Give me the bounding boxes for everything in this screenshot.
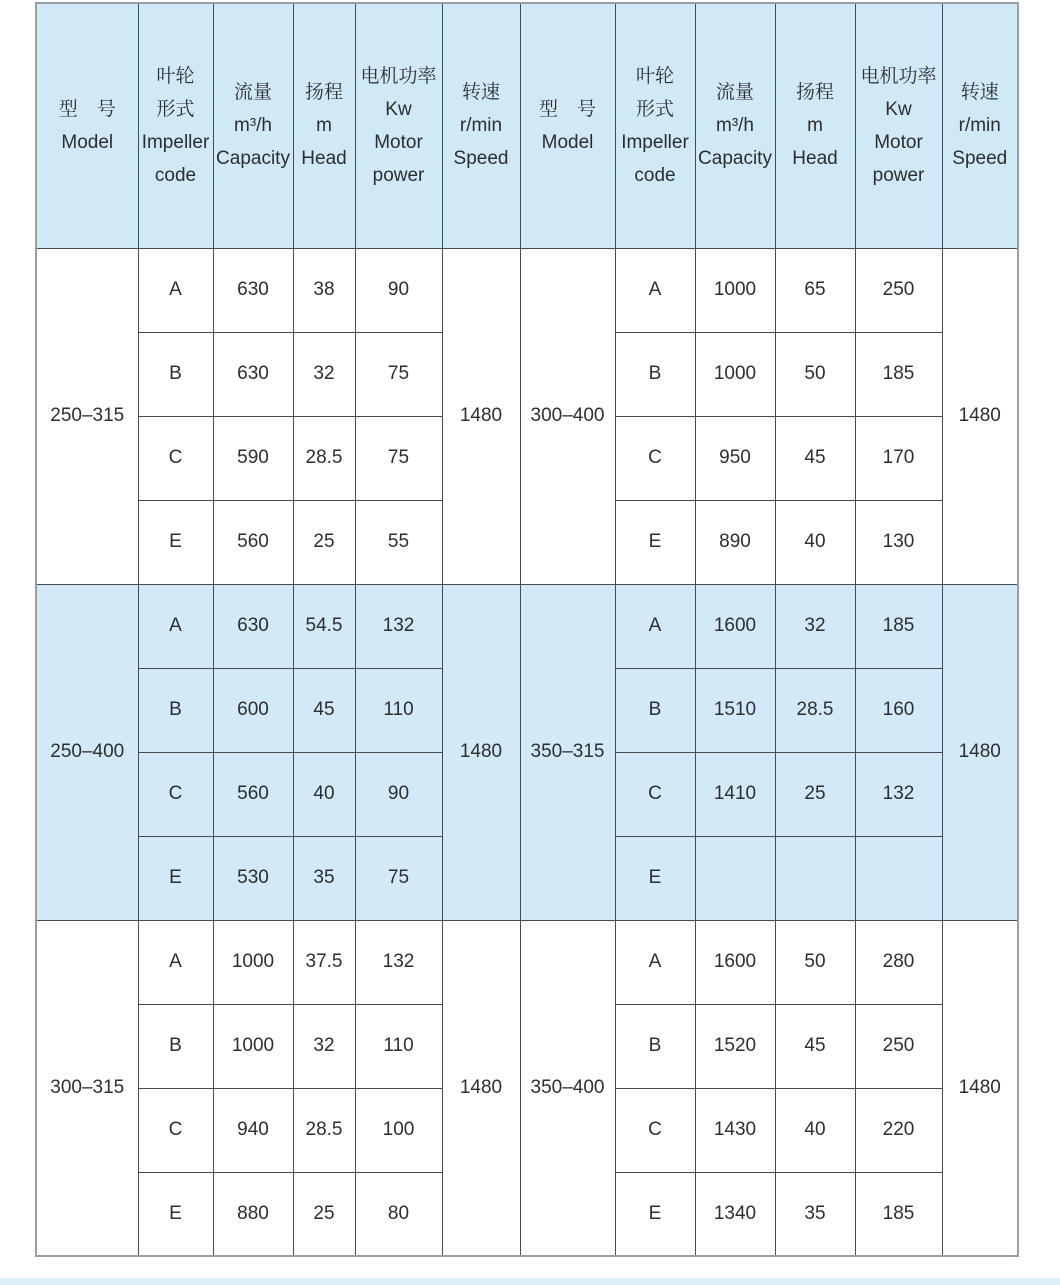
impeller-code-cell: E <box>138 1172 213 1256</box>
header-model-zh: 型 号 <box>538 98 596 120</box>
head-cell: 45 <box>293 668 355 752</box>
header-capacity-zh: 流量 <box>715 82 754 104</box>
header-speed-en: Speed <box>453 148 509 170</box>
header-row <box>36 3 1018 248</box>
power-cell: 132 <box>855 752 942 836</box>
impeller-code-cell: C <box>138 752 213 836</box>
impeller-code-cell: C <box>138 416 213 500</box>
header-model-zh: 型 号 <box>58 98 116 120</box>
header-speed-unit: r/min <box>459 115 503 137</box>
table-row <box>36 584 1018 668</box>
capacity-cell: 1600 <box>695 584 775 668</box>
header-power-unit: Kw <box>885 98 912 120</box>
speed-cell: 1480 <box>442 920 520 1256</box>
head-cell: 45 <box>775 416 855 500</box>
capacity-cell: 1430 <box>695 1088 775 1172</box>
capacity-cell: 630 <box>213 332 293 416</box>
impeller-code-cell: A <box>615 920 695 1004</box>
power-cell: 55 <box>355 500 442 584</box>
capacity-cell: 530 <box>213 836 293 920</box>
bottom-accent-strip <box>0 1278 1060 1285</box>
capacity-cell: 940 <box>213 1088 293 1172</box>
power-cell: 185 <box>855 1172 942 1256</box>
head-cell: 50 <box>775 332 855 416</box>
impeller-code-cell: A <box>138 248 213 332</box>
capacity-cell: 1000 <box>695 332 775 416</box>
header-power-unit: Kw <box>385 98 412 120</box>
capacity-cell: 880 <box>213 1172 293 1256</box>
header-power-left <box>355 3 442 248</box>
impeller-code-cell: B <box>615 668 695 752</box>
capacity-cell: 600 <box>213 668 293 752</box>
head-cell: 37.5 <box>293 920 355 1004</box>
header-speed-en: Speed <box>952 148 1008 170</box>
power-cell <box>855 836 942 920</box>
impeller-code-cell: A <box>615 584 695 668</box>
impeller-code-cell: C <box>615 1088 695 1172</box>
head-cell: 40 <box>775 1088 855 1172</box>
power-cell: 100 <box>355 1088 442 1172</box>
model-cell: 300–400 <box>520 248 615 584</box>
power-cell: 75 <box>355 416 442 500</box>
header-capacity-unit: m³/h <box>716 115 754 137</box>
header-head-unit: m <box>807 115 823 137</box>
impeller-code-cell: C <box>615 416 695 500</box>
table-row <box>36 920 1018 1004</box>
header-impeller-en2: code <box>154 164 197 186</box>
header-capacity-left <box>213 3 293 248</box>
header-impeller-zh2: 形式 <box>156 98 195 120</box>
impeller-code-cell: B <box>138 1004 213 1088</box>
head-cell: 32 <box>775 584 855 668</box>
capacity-cell: 1520 <box>695 1004 775 1088</box>
power-cell: 75 <box>355 332 442 416</box>
power-cell: 110 <box>355 1004 442 1088</box>
power-cell: 90 <box>355 248 442 332</box>
impeller-code-cell: B <box>138 668 213 752</box>
impeller-code-cell: A <box>138 920 213 1004</box>
head-cell: 28.5 <box>775 668 855 752</box>
speed-cell: 1480 <box>442 584 520 920</box>
head-cell: 35 <box>293 836 355 920</box>
header-model-en: Model <box>541 131 594 153</box>
power-cell: 170 <box>855 416 942 500</box>
capacity-cell: 1000 <box>213 1004 293 1088</box>
model-cell: 350–315 <box>520 584 615 920</box>
header-power-en1: Motor <box>374 131 423 153</box>
header-impeller-zh1: 叶轮 <box>156 65 195 87</box>
head-cell: 25 <box>293 1172 355 1256</box>
power-cell: 130 <box>855 500 942 584</box>
head-cell: 28.5 <box>293 416 355 500</box>
header-power-en1: Motor <box>874 131 923 153</box>
header-capacity-unit: m³/h <box>234 115 272 137</box>
table-row <box>36 248 1018 332</box>
head-cell: 38 <box>293 248 355 332</box>
impeller-code-cell: A <box>615 248 695 332</box>
capacity-cell: 1340 <box>695 1172 775 1256</box>
power-cell: 280 <box>855 920 942 1004</box>
header-head-zh: 扬程 <box>795 82 834 104</box>
header-head-en: Head <box>301 148 347 170</box>
header-speed-zh: 转速 <box>960 82 999 104</box>
power-cell: 185 <box>855 332 942 416</box>
impeller-code-cell: C <box>138 1088 213 1172</box>
model-cell: 350–400 <box>520 920 615 1256</box>
head-cell: 25 <box>293 500 355 584</box>
impeller-code-cell: A <box>138 584 213 668</box>
model-cell: 250–400 <box>36 584 138 920</box>
capacity-cell <box>695 836 775 920</box>
header-head-en: Head <box>792 148 838 170</box>
power-cell: 250 <box>855 248 942 332</box>
capacity-cell: 1000 <box>695 248 775 332</box>
power-cell: 90 <box>355 752 442 836</box>
header-power-en2: power <box>372 164 425 186</box>
header-head-left <box>293 3 355 248</box>
head-cell: 32 <box>293 332 355 416</box>
header-impeller-zh2: 形式 <box>635 98 674 120</box>
capacity-cell: 1000 <box>213 920 293 1004</box>
header-speed-left <box>442 3 520 248</box>
header-capacity-en: Capacity <box>698 148 772 170</box>
header-impeller-left <box>138 3 213 248</box>
capacity-cell: 1410 <box>695 752 775 836</box>
head-cell: 54.5 <box>293 584 355 668</box>
capacity-cell: 590 <box>213 416 293 500</box>
impeller-code-cell: E <box>138 500 213 584</box>
impeller-code-cell: B <box>615 1004 695 1088</box>
header-power-right <box>855 3 942 248</box>
model-cell: 250–315 <box>36 248 138 584</box>
impeller-code-cell: C <box>615 752 695 836</box>
capacity-cell: 1600 <box>695 920 775 1004</box>
impeller-code-cell: E <box>138 836 213 920</box>
header-speed-right <box>942 3 1018 248</box>
power-cell: 132 <box>355 920 442 1004</box>
header-capacity-en: Capacity <box>216 148 290 170</box>
head-cell: 25 <box>775 752 855 836</box>
capacity-cell: 950 <box>695 416 775 500</box>
header-head-zh: 扬程 <box>304 82 343 104</box>
power-cell: 185 <box>855 584 942 668</box>
speed-cell: 1480 <box>942 920 1018 1256</box>
pump-spec-table <box>35 2 1019 1257</box>
head-cell: 28.5 <box>293 1088 355 1172</box>
header-power-en2: power <box>872 164 925 186</box>
power-cell: 160 <box>855 668 942 752</box>
power-cell: 80 <box>355 1172 442 1256</box>
head-cell: 65 <box>775 248 855 332</box>
capacity-cell: 560 <box>213 500 293 584</box>
header-impeller-right <box>615 3 695 248</box>
impeller-code-cell: B <box>615 332 695 416</box>
power-cell: 75 <box>355 836 442 920</box>
capacity-cell: 630 <box>213 248 293 332</box>
header-head-right <box>775 3 855 248</box>
head-cell: 32 <box>293 1004 355 1088</box>
capacity-cell: 560 <box>213 752 293 836</box>
header-power-zh: 电机功率 <box>360 65 437 87</box>
header-model-left <box>36 3 138 248</box>
impeller-code-cell: E <box>615 1172 695 1256</box>
header-impeller-en2: code <box>634 164 676 186</box>
capacity-cell: 1510 <box>695 668 775 752</box>
capacity-cell: 630 <box>213 584 293 668</box>
impeller-code-cell: E <box>615 836 695 920</box>
header-impeller-en1: Impeller <box>141 131 210 153</box>
head-cell <box>775 836 855 920</box>
header-capacity-right <box>695 3 775 248</box>
power-cell: 220 <box>855 1088 942 1172</box>
header-speed-unit: r/min <box>958 115 1001 137</box>
speed-cell: 1480 <box>442 248 520 584</box>
speed-cell: 1480 <box>942 248 1018 584</box>
speed-cell: 1480 <box>942 584 1018 920</box>
header-model-en: Model <box>61 131 114 153</box>
impeller-code-cell: B <box>138 332 213 416</box>
header-capacity-zh: 流量 <box>233 82 272 104</box>
power-cell: 132 <box>355 584 442 668</box>
impeller-code-cell: E <box>615 500 695 584</box>
model-cell: 300–315 <box>36 920 138 1256</box>
header-model-right <box>520 3 615 248</box>
head-cell: 45 <box>775 1004 855 1088</box>
head-cell: 35 <box>775 1172 855 1256</box>
header-impeller-zh1: 叶轮 <box>635 65 674 87</box>
header-speed-zh: 转速 <box>461 82 500 104</box>
header-power-zh: 电机功率 <box>860 65 937 87</box>
head-cell: 40 <box>293 752 355 836</box>
header-head-unit: m <box>316 115 332 137</box>
head-cell: 40 <box>775 500 855 584</box>
capacity-cell: 890 <box>695 500 775 584</box>
power-cell: 110 <box>355 668 442 752</box>
power-cell: 250 <box>855 1004 942 1088</box>
head-cell: 50 <box>775 920 855 1004</box>
header-impeller-en1: Impeller <box>621 131 689 153</box>
